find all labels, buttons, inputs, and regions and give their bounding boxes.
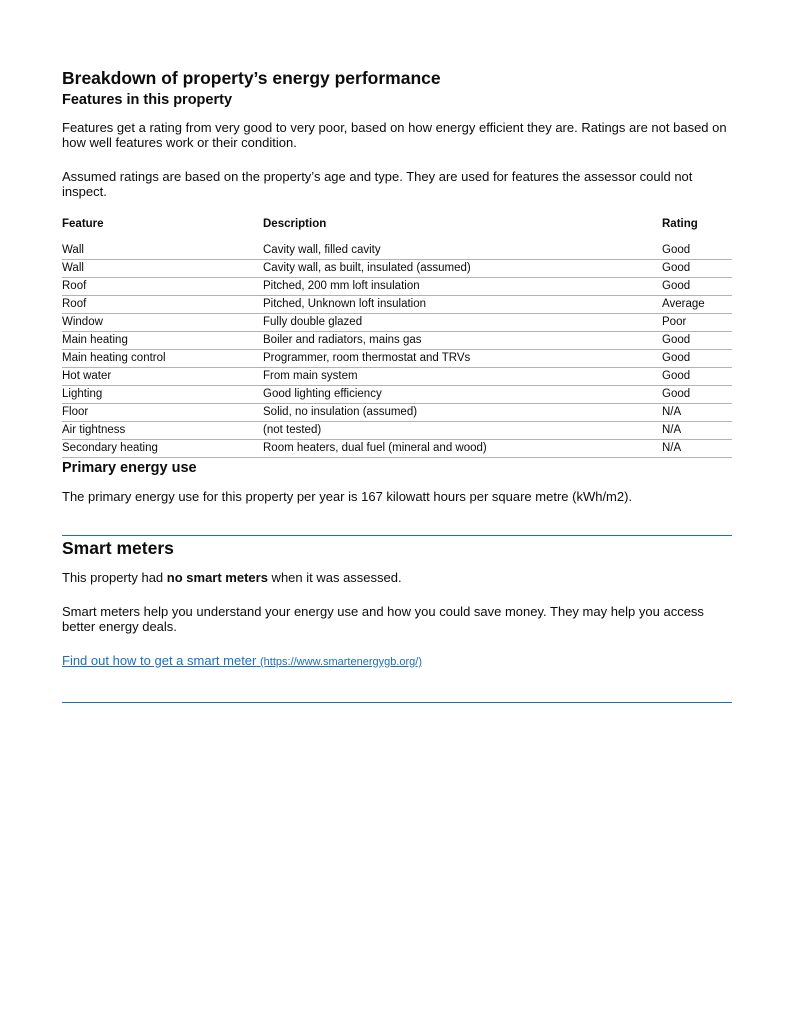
feature-cell: Window	[62, 314, 263, 332]
description-cell: Solid, no insulation (assumed)	[263, 404, 662, 422]
feature-cell: Floor	[62, 404, 263, 422]
rating-cell: Good	[662, 368, 732, 386]
primary-energy-title: Primary energy use	[62, 460, 197, 476]
features-table-body	[62, 242, 732, 458]
feature-cell: Lighting	[62, 386, 263, 404]
section-divider-bottom	[62, 702, 732, 703]
description-cell: Boiler and radiators, mains gas	[263, 332, 662, 350]
features-table-header-row	[62, 218, 732, 242]
smart-meters-title: Smart meters	[62, 538, 174, 558]
rating-cell: Good	[662, 386, 732, 404]
table-row	[62, 368, 732, 386]
description-cell: (not tested)	[263, 422, 662, 440]
table-row	[62, 260, 732, 278]
features-intro-paragraph: Features get a rating from very good to very poor, based on how energy efficient they are. Ratings are not based on how well features work or their condition.	[62, 120, 727, 150]
table-row	[62, 278, 732, 296]
column-header-description: Description	[263, 218, 327, 230]
rating-cell: Good	[662, 350, 732, 368]
primary-energy-text: The primary energy use for this property per year is 167 kilowatt hours per square metre (kWh/m2).	[62, 489, 633, 504]
content	[62, 66, 732, 703]
feature-cell: Hot water	[62, 368, 263, 386]
table-row	[62, 296, 732, 314]
rating-cell: Good	[662, 242, 732, 260]
description-cell: Fully double glazed	[263, 314, 662, 332]
smart-meter-link-url: (https://www.smartenergygb.org/)	[260, 656, 423, 668]
description-cell: Cavity wall, filled cavity	[263, 242, 662, 260]
smart-meter-link-text: Find out how to get a smart meter	[62, 653, 257, 668]
description-cell: Room heaters, dual fuel (mineral and wood)	[263, 440, 662, 458]
smart-meter-link[interactable]	[62, 653, 422, 668]
features-title: Features in this property	[62, 92, 233, 108]
table-row	[62, 422, 732, 440]
feature-cell: Main heating	[62, 332, 263, 350]
table-row	[62, 350, 732, 368]
smart-meters-status-paragraph	[62, 570, 732, 585]
rating-cell: Average	[662, 296, 732, 314]
rating-cell: Good	[662, 278, 732, 296]
smart-meters-status-prefix: This property had	[62, 570, 167, 585]
smart-meters-info-paragraph: Smart meters help you understand your energy use and how you could save money. They may help you access better energy deals.	[62, 604, 704, 634]
column-header-feature: Feature	[62, 218, 104, 230]
assumed-ratings-paragraph: Assumed ratings are based on the property’s age and type. They are used for features the assessor could not inspect.	[62, 169, 693, 199]
description-cell: Programmer, room thermostat and TRVs	[263, 350, 662, 368]
rating-cell: Poor	[662, 314, 732, 332]
description-cell: Pitched, Unknown loft insulation	[263, 296, 662, 314]
column-header-rating: Rating	[662, 218, 698, 230]
table-row	[62, 386, 732, 404]
feature-cell: Wall	[62, 260, 263, 278]
rating-cell: Good	[662, 260, 732, 278]
table-row	[62, 440, 732, 458]
table-row	[62, 332, 732, 350]
table-row	[62, 242, 732, 260]
rating-cell: N/A	[662, 404, 732, 422]
description-cell: Good lighting efficiency	[263, 386, 662, 404]
breakdown-title: Breakdown of property’s energy performance	[62, 68, 441, 88]
table-row	[62, 404, 732, 422]
feature-cell: Air tightness	[62, 422, 263, 440]
description-cell: From main system	[263, 368, 662, 386]
description-cell: Pitched, 200 mm loft insulation	[263, 278, 662, 296]
feature-cell: Roof	[62, 278, 263, 296]
rating-cell: N/A	[662, 440, 732, 458]
feature-cell: Secondary heating	[62, 440, 263, 458]
description-cell: Cavity wall, as built, insulated (assumed)	[263, 260, 662, 278]
feature-cell: Wall	[62, 242, 263, 260]
features-table	[62, 218, 732, 458]
smart-meter-link-wrap	[62, 653, 732, 670]
feature-cell: Roof	[62, 296, 263, 314]
smart-meters-status-suffix: when it was assessed.	[267, 570, 402, 585]
rating-cell: N/A	[662, 422, 732, 440]
table-row	[62, 314, 732, 332]
feature-cell: Main heating control	[62, 350, 263, 368]
smart-meters-status-value: no smart meters	[166, 570, 268, 585]
rating-cell: Good	[662, 332, 732, 350]
